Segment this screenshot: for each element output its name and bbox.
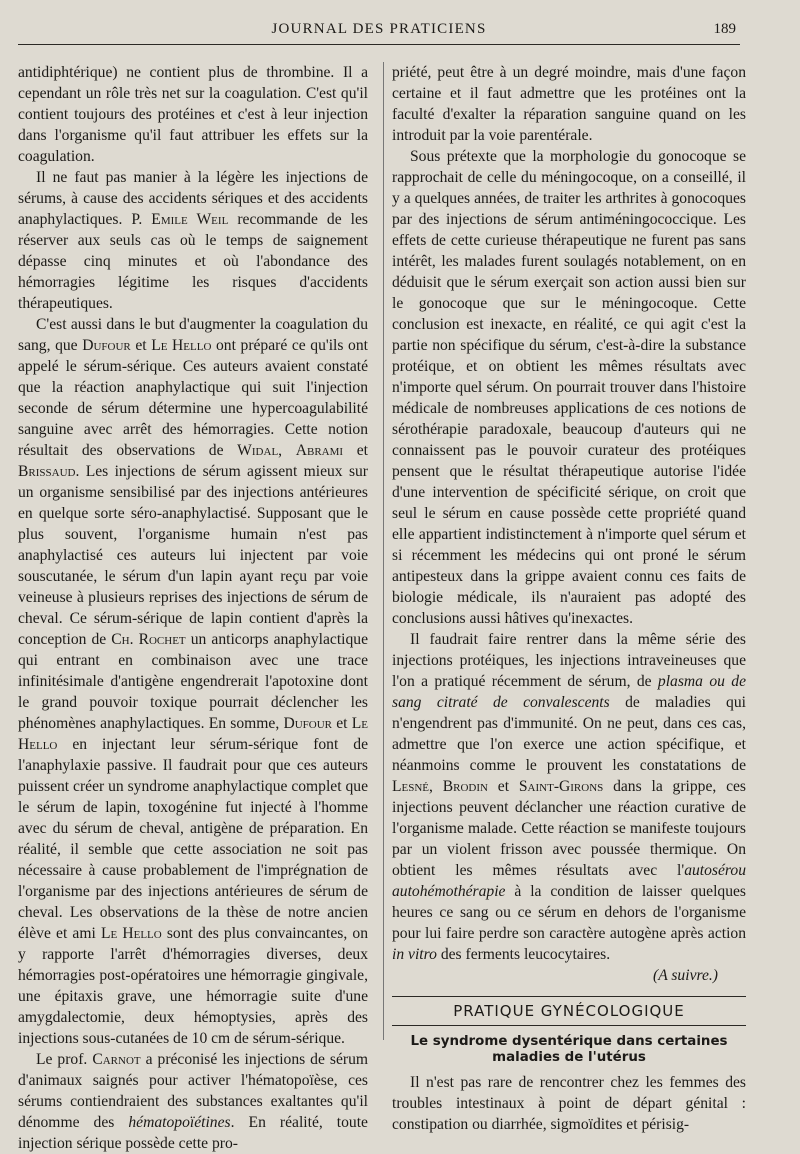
author-name: Emile Weil xyxy=(151,211,229,228)
section-heading: PRATIQUE GYNÉCOLOGIQUE xyxy=(392,996,746,1026)
paragraph: Il faudrait faire rentrer dans la même série des injections protéiques, les injections intraveineuses que l'on a pratiqué récemment de sérum, de plasma ou de sang citraté de convalescents de maladies qui n'engendrent pas d'immunité. On ne peut, dans ces cas, admettre que l'on exerce une action spécifique, et néanmoins comme le prouvent les constatations de Lesné, Brodin et Saint-Girons dans la grippe, ces injections peuvent déclancher une réaction curative de l'organisme malade. Cette réaction se manifeste toujours par un violent frisson avec poussée thermique. On obtient les mêmes résultats avec l'autosérou autohémothérapie à la condition de laisser quelques heures ce sang ou ce sérum en dehors de l'organisme pour lui faire perdre son caractère autogène après action in vitro des ferments leucocytaires. xyxy=(392,631,746,963)
paragraph: Le prof. Carnot a préconisé les injections de sérum d'animaux saignés pour activer l'hématopoïèse, ces sérums contiendraient des substances exaltantes qu'il dénomme des hématopoïétines. En réalité, toute injection sérique possède cette pro- xyxy=(18,1051,368,1152)
paragraph: priété, peut être à un degré moindre, mais d'une façon certaine et il faut admettre que les protéines ont la faculté d'exalter la réparation sanguine quand on les introduit par la voie parentérale. xyxy=(392,64,746,144)
author-name: Dufour xyxy=(283,715,333,732)
paragraph: Il n'est pas rare de rencontrer chez les femmes des troubles intestinaux à point de départ génital : constipation ou diarrhée, sigmoïdites et périsig- xyxy=(392,1074,746,1133)
paragraph: Sous prétexte que la morphologie du gonocoque se rapprochait de celle du méningocoque, on a conseillé, il y a quelques années, de traiter les arthrites à gonocoques par des injections de sérum antiméningococcique. Les effets de cette curieuse thérapeutique ne furent pas sans intérêt, les malades furent soulagés notablement, on en déduisit que le sérum exerçait son action aussi bien sur le gonocoque que sur le méningocoque. Cette conclusion est inexacte, en réalité, ce qui agit c'est la partie non spécifique du sérum, c'est-à-dire la substance protéique, et on obtient les mêmes résultats avec n'importe quel sérum. On pourrait trouver dans l'histoire médicale de nombreuses applications de ces notions de sérothérapie paradoxale, beaucoup d'auteurs qui ne connaissent pas le pouvoir curateur des protéiques pensent que le résultat thérapeutique autorise l'idée d'une intervention de spécificité sérique, on croit que seul le sérum en cause possède cette propriété quand elle appartient indistinctement à n'importe quel sérum et si récemment les médecins qui ont proné le sérum antipesteux dans la grippe avaient connu ces faits de biologie médicale, ils n'auraient pas adopté des conclusions aussi hâtives qu'inexactes. xyxy=(392,148,746,627)
article-title: Le syndrome dysentérique dans certaines maladies de l'utérus xyxy=(410,1034,728,1065)
italic-term: autosérou autohémothérapie xyxy=(392,862,746,900)
paragraph: Il ne faut pas manier à la légère les injections de sérums, à cause des accidents sériques et des accidents anaphylactiques. P. Emile Weil recommande de les réserver aux seuls cas où le temps de saignement dépasse cinq minutes et où l'abondance des hémorragies légitime les risques d'accidents thérapeutiques. xyxy=(18,169,368,312)
author-name: Lesné xyxy=(392,778,430,795)
right-column xyxy=(392,62,746,1135)
author-name: Ch. Rochet xyxy=(111,631,186,648)
author-name: Le Hello xyxy=(151,337,212,354)
author-name: Saint-Girons xyxy=(518,778,604,795)
column-divider xyxy=(383,62,384,1040)
author-name: Le Hello xyxy=(100,925,162,942)
author-name: Abrami xyxy=(295,442,344,459)
author-name: Le Hello xyxy=(18,715,369,753)
paragraph: antidiphtérique) ne contient plus de thrombine. Il a cependant un rôle très net sur la coagulation. C'est qu'il contient toujours des protéines et c'est à leur injection dans l'organisme qu'il faut attribuer les effets sur la coagulation. xyxy=(18,64,368,165)
author-name: Carnot xyxy=(92,1051,141,1068)
page-number: 189 xyxy=(713,21,736,37)
italic-term: hématopoïétines xyxy=(128,1114,231,1131)
author-name: Brodin xyxy=(442,778,488,795)
running-header xyxy=(18,18,740,45)
journal-title: JOURNAL DES PRATICIENS xyxy=(271,21,487,37)
left-column xyxy=(18,62,368,1154)
italic-term: in vitro xyxy=(392,946,437,963)
author-name: Widal xyxy=(237,442,279,459)
italic-term: plasma ou de sang citraté de convalescents xyxy=(392,673,746,711)
author-name: Brissaud xyxy=(18,463,76,480)
author-name: Dufour xyxy=(82,337,131,354)
paragraph: C'est aussi dans le but d'augmenter la coagulation du sang, que Dufour et Le Hello ont préparé ce qu'ils ont appelé le sérum-sérique. Ces auteurs avaient constaté que la réaction anaphylactique qui suit l'injection seconde de sérum détermine une hypercoagulabilité sanguine avec arrêt des hémorragies. Cette notion résultait des observations de Widal, Abrami et Brissaud. Les injections de sérum agissent mieux sur un organisme sensibilisé par des injections antérieures en quelque sorte séro-anaphylactisé. Supposant que le plus souvent, l'organisme humain n'est pas anaphylactisé ces auteurs lui injectent par voie souscutanée, le sérum d'un lapin ayant reçu par voie veineuse à plusieurs reprises des injections de sérum de cheval. Ce sérum-sérique de lapin contient d'après la conception de Ch. Rochet un anticorps anaphylactique qui entrant en combinaison avec une trace infinitésimale d'antigène engendrerait l'apotoxine dont le grand pouvoir toxique pourrait déclencher les phénomènes anaphylactiques. En somme, Dufour et Le Hello en injectant leur sérum-sérique font de l'anaphylaxie passive. Il faudrait pour que ces auteurs puissent créer un syndrome anaphylactique complet que le sérum de lapin, toxogénine fut injecté à l'homme avec du sérum de cheval, antigène de préparation. En réalité, il semble que cette association ne soit pas nécessaire à cause probablement de l'imprégnation de l'organisme par des injections antérieures de sérum de cheval. Les observations de la thèse de notre ancien élève et ami Le Hello sont des plus convaincantes, on y rapporte l'arrêt d'hémorragies diverses, deux hémorragies post-opératoires une hémorragie gingivale, une épitaxis grave, une hémorragie suite d'une amygdalectomie, deux hémoptysies, après des injections sous-cutanées de 10 cm de sérum-sérique. xyxy=(18,316,369,1047)
to-be-continued-note: (A suivre.) xyxy=(653,967,718,984)
